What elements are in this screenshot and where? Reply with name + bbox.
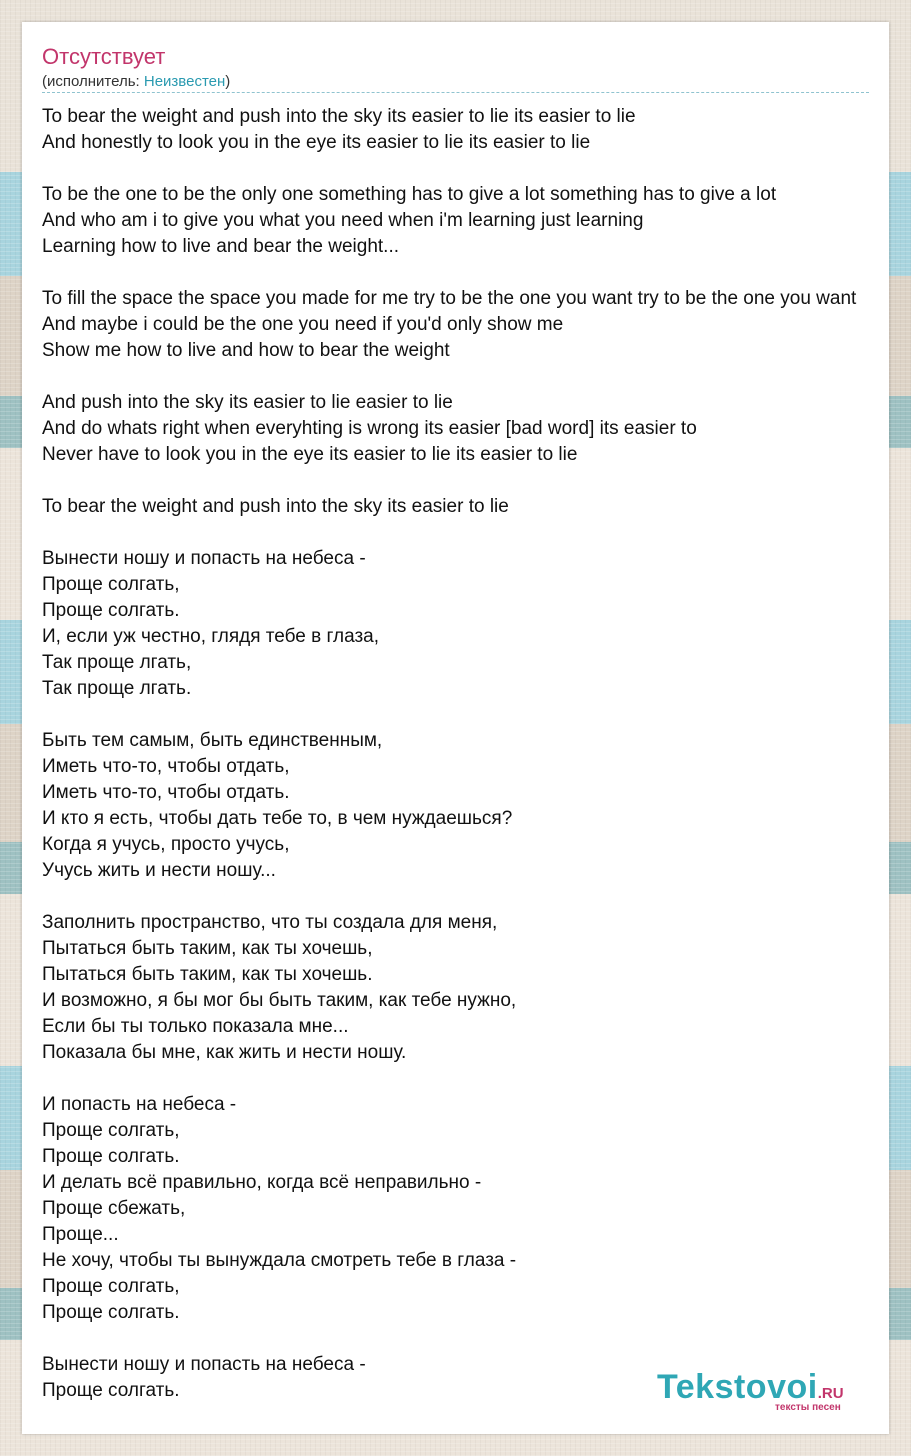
- lyric-line: [42, 1326, 856, 1352]
- lyric-line: [42, 156, 856, 182]
- lyric-line: [42, 260, 856, 286]
- lyric-line: И возможно, я бы мог бы быть таким, как тебе нужно,: [42, 990, 517, 1011]
- lyric-line: Вынести ношу и попасть на небеса -: [42, 1354, 366, 1375]
- lyric-line: Проще...: [42, 1224, 119, 1245]
- logo-wordmark: Tekstovoi: [657, 1368, 818, 1406]
- lyrics-text: [42, 104, 856, 1404]
- lyric-line: Иметь что-то, чтобы отдать.: [42, 782, 290, 803]
- lyric-line: Проще солгать.: [42, 1146, 180, 1167]
- lyric-line: Учусь жить и нести ношу...: [42, 860, 276, 881]
- lyric-line: [42, 1066, 856, 1092]
- lyric-line: Вынести ношу и попасть на небеса -: [42, 548, 366, 569]
- lyric-line: To bear the weight and push into the sky its easier to lie its easier to lie: [42, 106, 636, 127]
- lyric-line: Пытаться быть таким, как ты хочешь,: [42, 938, 373, 959]
- lyric-line: Так проще лгать,: [42, 652, 192, 673]
- logo-tld: .RU: [817, 1385, 844, 1402]
- logo-tagline: тексты песен: [775, 1402, 841, 1413]
- lyric-line: And honestly to look you in the eye its easier to lie its easier to lie: [42, 132, 591, 153]
- lyric-line: Заполнить пространство, что ты создала для меня,: [42, 912, 498, 933]
- lyric-line: И попасть на небеса -: [42, 1094, 237, 1115]
- lyric-line: И кто я есть, чтобы дать тебе то, в чем нуждаешься?: [42, 808, 513, 829]
- lyric-line: And push into the sky its easier to lie easier to lie: [42, 392, 453, 413]
- site-logo[interactable]: [657, 1368, 844, 1413]
- lyric-line: Проще сбежать,: [42, 1198, 186, 1219]
- artist-line: [42, 73, 230, 91]
- lyric-line: To fill the space the space you made for me try to be the one you want try to be the one you want: [42, 288, 857, 309]
- lyric-line: [42, 884, 856, 910]
- lyric-line: Never have to look you in the eye its easier to lie its easier to lie: [42, 444, 578, 465]
- lyric-line: And maybe i could be the one you need if you'd only show me: [42, 314, 564, 335]
- lyric-line: Проще солгать,: [42, 1120, 180, 1141]
- lyric-line: Проще солгать,: [42, 574, 180, 595]
- lyric-line: И делать всё правильно, когда всё неправильно -: [42, 1172, 482, 1193]
- song-title: Отсутствует: [42, 44, 166, 69]
- lyric-line: И, если уж честно, глядя тебе в глаза,: [42, 626, 380, 647]
- lyric-line: [42, 520, 856, 546]
- lyric-line: Проще солгать.: [42, 1380, 180, 1401]
- lyric-line: Не хочу, чтобы ты вынуждала смотреть тебе в глаза -: [42, 1250, 517, 1271]
- lyrics-card: [22, 22, 889, 1434]
- artist-prefix: (исполнитель:: [42, 73, 144, 90]
- artist-suffix: ): [225, 73, 231, 90]
- lyric-line: To be the one to be the only one something has to give a lot something has to give a lot: [42, 184, 777, 205]
- lyric-line: Проще солгать.: [42, 1302, 180, 1323]
- lyric-line: Так проще лгать.: [42, 678, 192, 699]
- lyric-line: Когда я учусь, просто учусь,: [42, 834, 290, 855]
- lyric-line: And who am i to give you what you need when i'm learning just learning: [42, 210, 644, 231]
- lyric-line: [42, 468, 856, 494]
- lyric-line: Пытаться быть таким, как ты хочешь.: [42, 964, 373, 985]
- lyric-line: Иметь что-то, чтобы отдать,: [42, 756, 290, 777]
- lyric-line: To bear the weight and push into the sky its easier to lie: [42, 496, 509, 517]
- lyric-line: Показала бы мне, как жить и нести ношу.: [42, 1042, 407, 1063]
- title-divider: [42, 92, 869, 93]
- lyric-line: Show me how to live and how to bear the weight: [42, 340, 450, 361]
- lyric-line: And do whats right when everyhting is wrong its easier [bad word] its easier to: [42, 418, 697, 439]
- lyric-line: Проще солгать.: [42, 600, 180, 621]
- lyric-line: Проще солгать,: [42, 1276, 180, 1297]
- lyric-line: Если бы ты только показала мне...: [42, 1016, 349, 1037]
- lyric-line: Быть тем самым, быть единственным,: [42, 730, 383, 751]
- lyric-line: [42, 364, 856, 390]
- lyric-line: Learning how to live and bear the weight...: [42, 236, 400, 257]
- lyric-line: [42, 702, 856, 728]
- artist-link[interactable]: Неизвестен: [143, 73, 226, 90]
